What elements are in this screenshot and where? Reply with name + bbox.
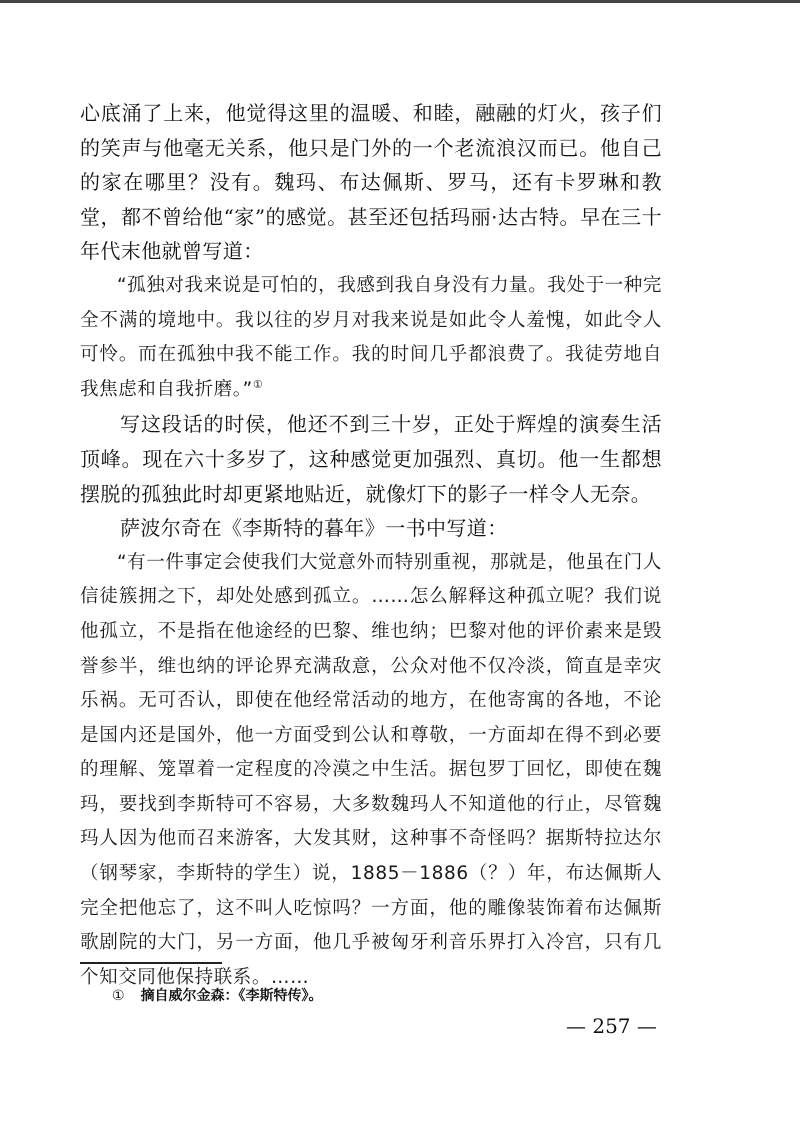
page-body xyxy=(80,96,662,995)
footnote-text: 摘自威尔金森：《李斯特传》。 xyxy=(140,988,323,1004)
quote-paragraph-2: “有一件事定会使我们大觉意外而特别重视，那就是，他虽在门人信徒簇拥之下，却处处感到孤立。……怎么解释这种孤立呢？我们说他孤立，不是指在他途经的巴黎、维也纳；巴黎对他的评价素来是毁誉参半，维也纳的评论界充满敌意，公众对他不仅冷淡，简直是幸灾乐祸。无可否认，即使在他经常活动的地方，在他寄寓的各地，不论是国内还是国外，他一方面受到公认和尊敬，一方面却在得不到必要的理解、笼罩着一定程度的冷漠之中生活。据包罗丁回忆，即使在魏玛，要找到李斯特可不容易，大多数魏玛人不知道他的行止，尽管魏玛人因为他而召来游客，大发其财，这种事不奇怪吗？据斯特拉达尔（钢琴家，李斯特的学生）说，1885－1886（？）年，布达佩斯人完全把他忘了，这不叫人吃惊吗？一方面，他的雕像装饰着布达佩斯歌剧院的大门，另一方面，他几乎被匈牙利音乐界打入冷宫，只有几个知交同他保持联系。…… xyxy=(80,551,662,988)
footnote-ref: ① xyxy=(252,377,264,391)
quote-paragraph-1: “孤独对我来说是可怕的，我感到我自身没有力量。我处于一种完全不满的境地中。我以往的岁月对我来说是如此令人羞愧，如此令人可怜。而在孤独中我不能工作。我的时间几乎都浪费了。我徒劳地自我焦虑和自我折磨。”① xyxy=(80,274,662,400)
footnote-mark: ① xyxy=(112,988,125,1004)
footnote xyxy=(112,985,323,1005)
paragraph-2: 写这段话的时侯，他还不到三十岁，正处于辉煌的演奏生活顶峰。现在六十多岁了，这种感觉更加强烈、真切。他一生都想摆脱的孤独此时却更紧地贴近，就像灯下的影子一样令人无奈。 xyxy=(80,412,662,506)
top-rule xyxy=(0,0,800,3)
paragraph-3: 萨波尔奇在《李斯特的暮年》一书中写道： xyxy=(120,516,508,541)
footnote-rule xyxy=(80,962,222,964)
page-number: — 257 — xyxy=(566,1014,657,1038)
paragraph-1: 心底涌了上来，他觉得这里的温暖、和睦，融融的灯火，孩子们的笑声与他毫无关系，他只是门外的一个老流浪汉而已。他自己的家在哪里？没有。魏玛、布达佩斯、罗马，还有卡罗琳和教堂，都不曾给他“家”的感觉。甚至还包括玛丽·达古特。早在三十年代末他就曾写道： xyxy=(80,101,662,264)
